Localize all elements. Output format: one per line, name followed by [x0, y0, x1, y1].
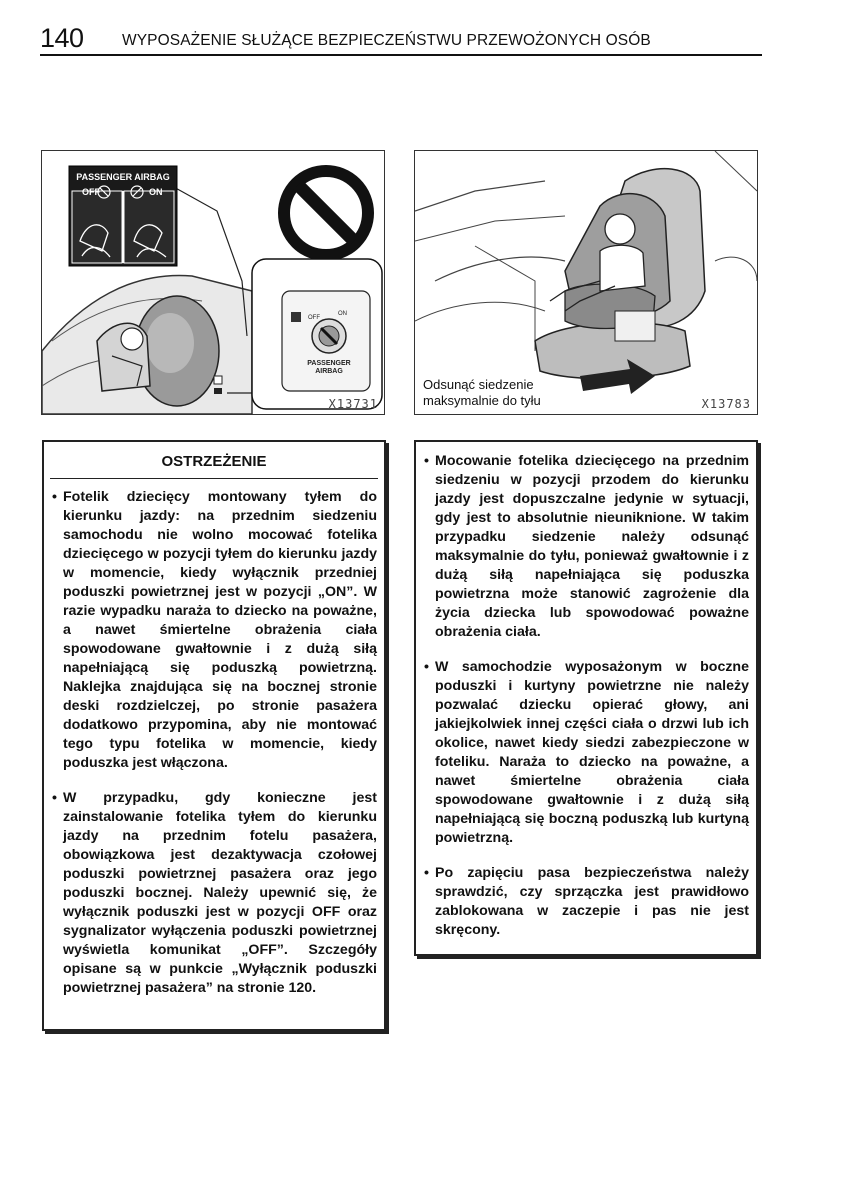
airbag-illustration	[42, 151, 384, 414]
child-seat-illustration	[415, 151, 757, 414]
warning-item: • Mocowanie fotelika dziecięcego na przednim siedzeniu w pozycji przodem do kierunku jazdy jest dopuszczalne jedynie w sytuacji, gdy jest to absolutnie nieuniknione. W takim przypadku siedzenie należy odsunąć maksymalnie do tyłu, ponieważ gwałtownie i z dużą siłą napełniająca się poduszka powietrzna może stanowić zagrożenie dla życia dziecka lub spowodować poważne obrażenia ciała.	[424, 452, 749, 642]
svg-text:OFF: OFF	[308, 315, 320, 321]
warning-item: • Fotelik dziecięcy montowany tyłem do kierunku jazdy: na przednim siedzeniu samochodu nie wolno mocować fotelika dziecięcego w pozycji tyłem do kierunku jazdy w momencie, kiedy wyłącznik przedniej poduszki powietrznej jest w pozycji „ON”. W razie wypadku naraża to dziecko na poważne, a nawet śmiertelne obrażenia ciała spowodowane gwałtownie i z dużą siłą napełniającą się poduszką powietrzną. Naklejka znajdująca się na bocznej stronie deski rozdzielczej, po stronie pasażera dodatkowo przypomina, aby nie montować tego typu fotelika w momencie, kiedy poduszka jest włączona.	[52, 488, 377, 773]
section-title: WYPOSAŻENIE SŁUŻĄCE BEZPIECZEŃSTWU PRZEWOŻONYCH OSÓB	[122, 32, 651, 49]
switch-label-line1: PASSENGER	[307, 360, 351, 367]
page-number: 140	[40, 23, 84, 53]
forward-seat-figure	[414, 150, 758, 415]
warning-list	[44, 488, 384, 998]
sticker-off-label: OFF	[82, 187, 100, 197]
prohibition-icon	[284, 171, 368, 255]
airbag-switch-inset	[252, 259, 382, 409]
caption-line1: Odsunąć siedzenie	[423, 377, 534, 392]
warning-item: • Po zapięciu pasa bezpieczeństwa należy sprawdzić, czy sprzączka jest prawidłowo zablokowana w zaczepie i pas nie jest skręcony.	[424, 864, 749, 940]
warning-box-left	[42, 440, 386, 1031]
figure-code: X13783	[701, 397, 751, 411]
warning-list	[416, 452, 756, 940]
figure-caption	[421, 376, 543, 410]
warning-title: OSTRZEŻENIE	[50, 452, 378, 479]
sticker-on-label: ON	[149, 187, 163, 197]
figure-code: X13731	[328, 397, 378, 411]
sticker-title: PASSENGER AIRBAG	[76, 172, 170, 182]
warning-item: • W samochodzie wyposażonym w boczne poduszki i kurtyny powietrzne nie należy pozwalać dziecku opierać głowy, ani jakiejkolwiek innej części ciała o drzwi lub ich okolice, nawet kiedy siedzi zabezpieczone w foteliku. Naraża to dziecko na poważne, a nawet śmiertelne obrażenia ciała spowodowane gwałtownie i z dużą siłą napełniającą się boczną poduszką lub kurtyną powietrzną.	[424, 658, 749, 848]
warning-item: • W przypadku, gdy konieczne jest zainstalowanie fotelika tyłem do kierunku jazdy na przednim fotelu pasażera, obowiązkowa jest dezaktywacja czołowej poduszki powietrznej pasażera oraz jego poduszki bocznej. Należy upewnić się, że wyłącznik poduszki jest w pozycji OFF oraz sygnalizator wyłączenia poduszki powietrznej wyświetla komunikat „OFF”. Szczegóły opisane są w punkcie „Wyłącznik poduszki powietrznej pasażera” na stronie 120.	[52, 789, 377, 998]
switch-label-line2: AIRBAG	[315, 368, 343, 375]
airbag-label-figure	[41, 150, 385, 415]
warning-box-right	[414, 440, 758, 956]
svg-text:ON: ON	[338, 311, 347, 317]
page-header	[40, 22, 762, 56]
caption-line2: maksymalnie do tyłu	[423, 393, 541, 408]
